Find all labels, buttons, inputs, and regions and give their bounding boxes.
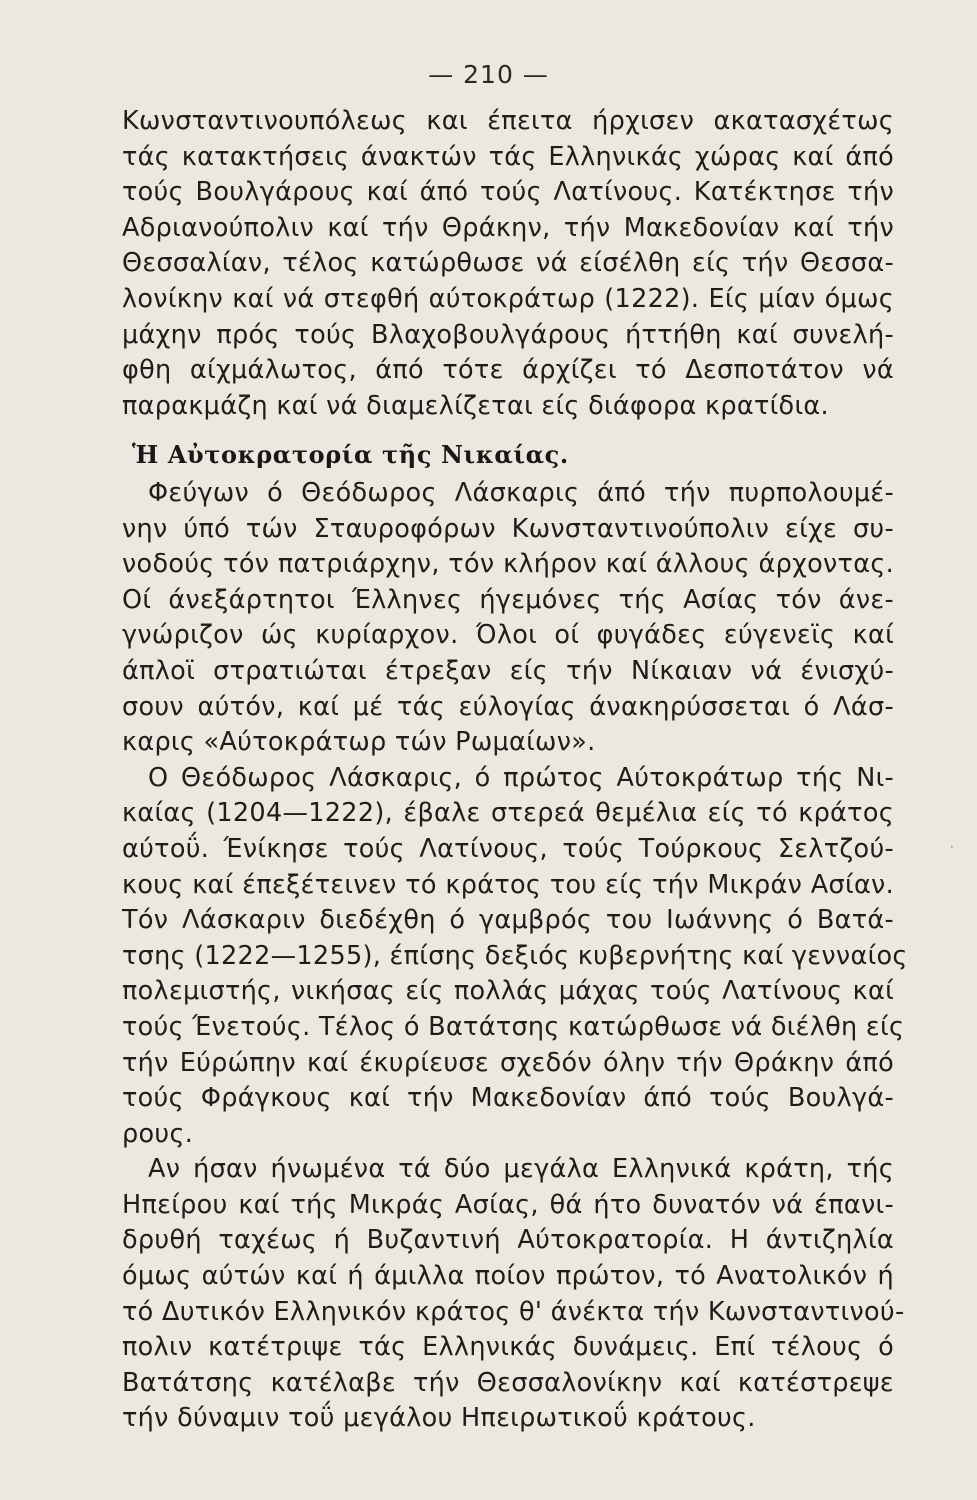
text-line: τούς Φράγκους καί τήν Μακεδονίαν άπό τούς Βουλγά-: [122, 1083, 894, 1114]
text-line: πολιν κατέτριψε τάς Ελληνικάς δυνάμεις. Επί τέλους ό: [122, 1332, 894, 1363]
text-line: σουν αύτόν, καί μέ τάς εύλογίας άνακηρύσσεται ό Λάσ-: [122, 691, 894, 722]
page-number: — 210 —: [428, 60, 549, 89]
text-line: ρους.: [122, 1118, 194, 1149]
text-line: λονίκην καί νά στεφθή αύτοκράτωρ (1222). Είς μίαν όμως: [122, 283, 894, 314]
section-body: [122, 476, 908, 1437]
text-line: Αν ήσαν ήνωμένα τά δύο μεγάλα Ελληνικά κράτη, τής: [148, 1154, 894, 1185]
text-line: πολεμιστής, νικήσας είς πολλάς μάχας τούς Λατίνους καί: [122, 976, 894, 1007]
text-line: φθη αίχμάλωτος, άπό τότε άρχίζει τό Δεσποτάτον νά: [122, 355, 894, 386]
text-line: άπλοϊ στρατιώται έτρεξαν είς τήν Νίκαιαν νά ένισχύ-: [122, 655, 894, 686]
text-line: Ηπείρου καί τής Μικράς Ασίας, θά ήτο δυνατόν νά έπανι-: [122, 1189, 894, 1220]
text-line: Βατάτσης κατέλαβε τήν Θεσσαλονίκην καί κατέστρεψε: [122, 1367, 894, 1398]
text-line: τό Δυτικόν Ελληνικόν κράτος θ' άνέκτα τήν Κωνσταντινού-: [122, 1296, 905, 1327]
text-line: τήν Εύρώπην καί έκυρίευσε σχεδόν όλην τήν Θράκην άπό: [122, 1047, 894, 1078]
text-line: τούς Ένετούς. Τέλος ό Βατάτσης κατώρθωσε νά διέλθη είς: [122, 1011, 905, 1042]
text-line: Τόν Λάσκαριν διεδέχθη ό γαμβρός του Ιωάννης ό Βατά-: [122, 905, 894, 936]
text-line: όμως αύτών καί ή άμιλλα ποίον πρώτον, τό Ανατολικόν ή: [122, 1261, 894, 1292]
text-line: τούς Βουλγάρους καί άπό τούς Λατίνους. Κατέκτησε τήν: [122, 177, 894, 208]
text-line: Θεσσαλίαν, τέλος κατώρθωσε νά είσέλθη είς τήν Θεσσα-: [122, 248, 894, 279]
text-line: τήν δύναμιν τοΰ μεγάλου Ηπειρωτικοΰ κράτους.: [122, 1403, 756, 1434]
text-line: αύτοΰ. Ένίκησε τούς Λατίνους, τούς Τούρκους Σελτζού-: [122, 833, 894, 864]
text-line: παρακμάζη καί νά διαμελίζεται είς διάφορα κρατίδια.: [122, 390, 829, 421]
text-line: μάχην πρός τούς Βλαχοβουλγάρους ήττήθη καί συνελή-: [122, 319, 894, 350]
text-line: Ο Θεόδωρος Λάσκαρις, ό πρώτος Αύτοκράτωρ τής Νι-: [148, 762, 894, 793]
text-line: γνώριζον ώς κυρίαρχον. Όλοι οί φυγάδες εύγενεϊς καί: [122, 620, 894, 651]
text-line: καρις «Αύτοκράτωρ τών Ρωμαίων».: [122, 727, 596, 758]
text-line: Αδριανούπολιν καί τήν Θράκην, τήν Μακεδονίαν καί τήν: [122, 212, 894, 243]
text-line: Κωνσταντινουπόλεως και έπειτα ήρχισεν ακατασχέτως: [122, 106, 894, 136]
text-line: καίας (1204—1222), έβαλε στερεά θεμέλια είς τό κράτος: [122, 798, 894, 829]
text-line: νην ύπό τών Σταυροφόρων Κωνσταντινούπολιν είχε συ-: [122, 513, 894, 544]
text-line: δρυθή ταχέως ή Βυζαντινή Αύτοκρατορία. Η άντιζηλία: [122, 1225, 894, 1256]
text-line: τσης (1222—1255), έπίσης δεξιός κυβερνήτης καί γενναίος: [122, 940, 908, 971]
text-line: Φεύγων ό Θεόδωρος Λάσκαρις άπό τήν πυρπολουμέ-: [148, 478, 894, 508]
text-line: κους καί έπεξέτεινεν τό κράτος του είς τήν Μικράν Ασίαν.: [122, 869, 894, 900]
margin-speck: ·: [950, 840, 954, 854]
section-heading: Ἡ Αὐτοκρατορία τῆς Νικαίας.: [132, 440, 569, 469]
text-line: νοδούς τόν πατριάρχην, τόν κλήρον καί άλλους άρχοντας.: [122, 549, 894, 580]
paragraph-despotate: [122, 104, 894, 424]
text-line: τάς κατακτήσεις άνακτών τάς Ελληνικάς χώρας καί άπό: [122, 141, 894, 172]
text-line: Οί άνεξάρτητοι Έλληνες ήγεμόνες τής Ασίας τόν άνε-: [122, 584, 894, 615]
